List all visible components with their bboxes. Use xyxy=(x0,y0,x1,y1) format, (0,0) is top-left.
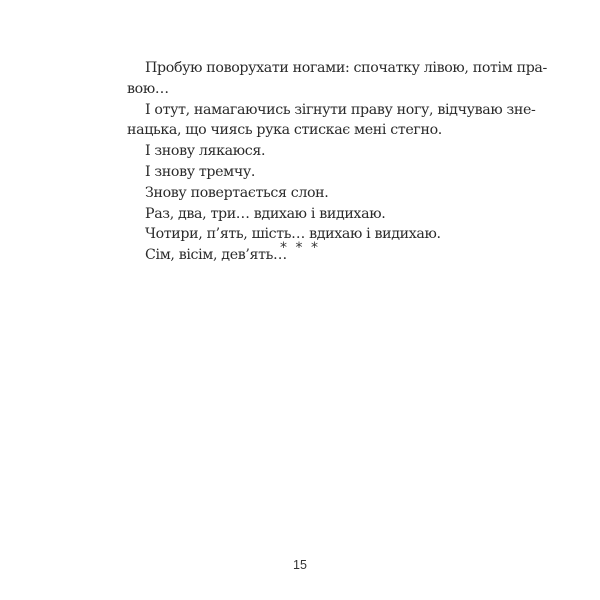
body-text xyxy=(127,58,547,266)
text-line: Сім, вісім, дев’ять… xyxy=(145,247,287,264)
text-line: вою… xyxy=(127,80,169,97)
section-separator: * * * xyxy=(280,240,320,256)
text-line: нацька, що чиясь рука стискає мені стегно. xyxy=(127,122,442,139)
page-number: 15 xyxy=(293,558,307,572)
text-line: І знову тремчу. xyxy=(145,163,256,180)
text-line: Чотири, п’ять, шість… вдихаю і видихаю. xyxy=(145,226,441,243)
text-line: І знову лякаюся. xyxy=(145,143,266,160)
text-line: І отут, намагаючись зігнути праву ногу, відчуваю зне- xyxy=(145,101,536,118)
text-line: Раз, два, три… вдихаю і видихаю. xyxy=(145,205,386,222)
text-line: Знову повертається слон. xyxy=(145,184,329,201)
text-line: Пробую поворухати ногами: спочатку лівою, потім пра- xyxy=(145,60,547,76)
